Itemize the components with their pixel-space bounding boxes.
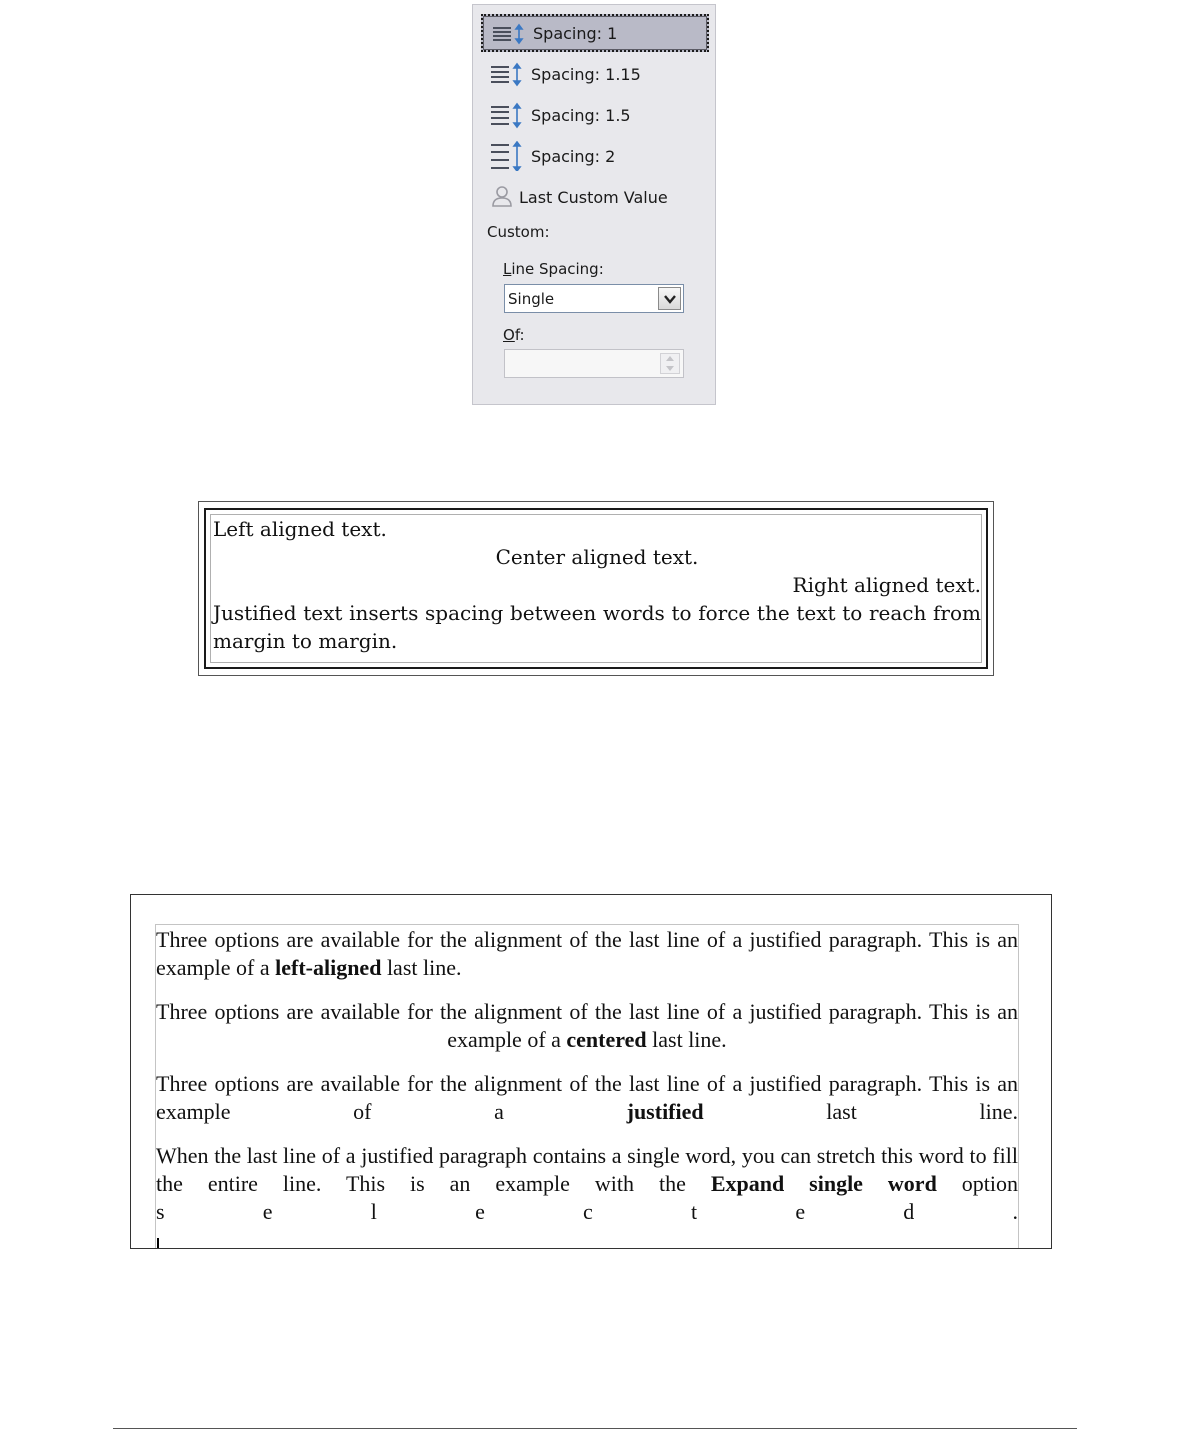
- line-spacing-1-icon: [489, 18, 529, 48]
- expanded-letter: d: [903, 1199, 915, 1224]
- bold-term: justified: [626, 1099, 704, 1124]
- expanded-letter: e: [795, 1199, 806, 1224]
- last-line-alignment-example: [130, 894, 1052, 1249]
- dropdown-arrow-button[interactable]: [658, 287, 681, 310]
- of-mnemonic: O: [503, 326, 515, 344]
- expanded-letter: .: [1012, 1199, 1018, 1224]
- spin-down-icon[interactable]: [666, 366, 674, 371]
- custom-heading: Custom:: [487, 223, 550, 241]
- paragraph-intro: Three options are available for the alignment of the last line of a justified paragraph.: [156, 1071, 923, 1096]
- line-spacing-value: Single: [508, 289, 555, 308]
- left-aligned-last-line-paragraph: [156, 926, 1018, 982]
- bold-term: centered: [566, 1027, 647, 1052]
- spacing-115-option[interactable]: [481, 55, 709, 93]
- chevron-down-icon: [664, 294, 676, 304]
- line-spacing-15-icon: [487, 100, 527, 130]
- line-spacing-2-icon: [487, 141, 527, 171]
- expand-single-word-paragraph: [156, 1142, 1018, 1198]
- line-spacing-115-icon: [487, 59, 527, 89]
- paragraph-text: last line.: [646, 1027, 727, 1052]
- alignment-example-frame: [198, 501, 994, 676]
- spacing-option-label: Last Custom Value: [519, 187, 668, 207]
- justified-text: Justified text inserts spacing between words to force the text to reach from margin to margin.: [213, 601, 981, 653]
- paragraph-text: This is an example of a: [156, 927, 1018, 980]
- expanded-letter: e: [475, 1199, 485, 1224]
- paragraph-intro: Three options are available for the alignment of the last line of a justified paragraph.: [156, 999, 923, 1024]
- expanded-letter: t: [691, 1199, 698, 1224]
- line-spacing-select[interactable]: [504, 284, 684, 313]
- spacing-1-option[interactable]: [481, 14, 709, 52]
- right-aligned-text: Right aligned text.: [792, 573, 981, 597]
- expanded-letter: s: [156, 1199, 165, 1224]
- of-value-field[interactable]: [504, 349, 684, 378]
- expanded-single-word: [156, 1198, 1018, 1226]
- of-spinner[interactable]: [660, 353, 680, 374]
- paragraph-text: When the last line of a justified paragraph contains a single word, you can stretch this word to fill the entire line. This is an example with the: [156, 1143, 1018, 1196]
- spacing-option-label: Spacing: 1: [533, 23, 618, 43]
- paragraph-text: This is an example of a: [447, 999, 1018, 1052]
- paragraph-intro: Three options are available for the alignment of the last line of a justified paragraph.: [156, 927, 923, 952]
- bold-term: left-aligned: [275, 955, 382, 980]
- expanded-letter: e: [262, 1199, 273, 1224]
- paragraph-text: last line.: [381, 955, 462, 980]
- text-cursor: [157, 1238, 159, 1248]
- spacing-15-option[interactable]: [481, 96, 709, 134]
- of-label-text: f:: [514, 326, 525, 344]
- last-line-text-area: [155, 924, 1019, 1249]
- paragraph-text: last line.: [703, 1099, 1019, 1124]
- footer-rule: [113, 1428, 1077, 1429]
- alignment-example-border: [204, 508, 988, 669]
- expanded-letter: l: [370, 1199, 377, 1224]
- center-aligned-text: Center aligned text.: [495, 545, 699, 569]
- line-spacing-dropdown-panel: [472, 4, 716, 405]
- of-label: [503, 326, 525, 344]
- last-custom-value-option[interactable]: [481, 178, 709, 216]
- spacing-option-label: Spacing: 1.15: [531, 64, 641, 84]
- expanded-letter: c: [583, 1199, 593, 1224]
- line-spacing-label-text: ine Spacing:: [511, 260, 604, 278]
- line-spacing-mnemonic: L: [503, 260, 512, 278]
- left-aligned-text: Left aligned text.: [213, 517, 387, 541]
- line-spacing-label: [503, 260, 604, 278]
- user-icon: [489, 182, 515, 212]
- paragraph-text: option: [936, 1171, 1019, 1196]
- bold-term: Expand single word: [710, 1171, 937, 1196]
- spacing-2-option[interactable]: [481, 137, 709, 175]
- spacing-option-label: Spacing: 1.5: [531, 105, 631, 125]
- alignment-example-text-area: [210, 514, 982, 663]
- spacing-option-label: Spacing: 2: [531, 146, 616, 166]
- centered-last-line-paragraph: [156, 998, 1018, 1054]
- paragraph-text: This is an example of a: [156, 1071, 1018, 1124]
- spin-up-icon[interactable]: [666, 356, 674, 361]
- justified-last-line-paragraph: [156, 1070, 1018, 1126]
